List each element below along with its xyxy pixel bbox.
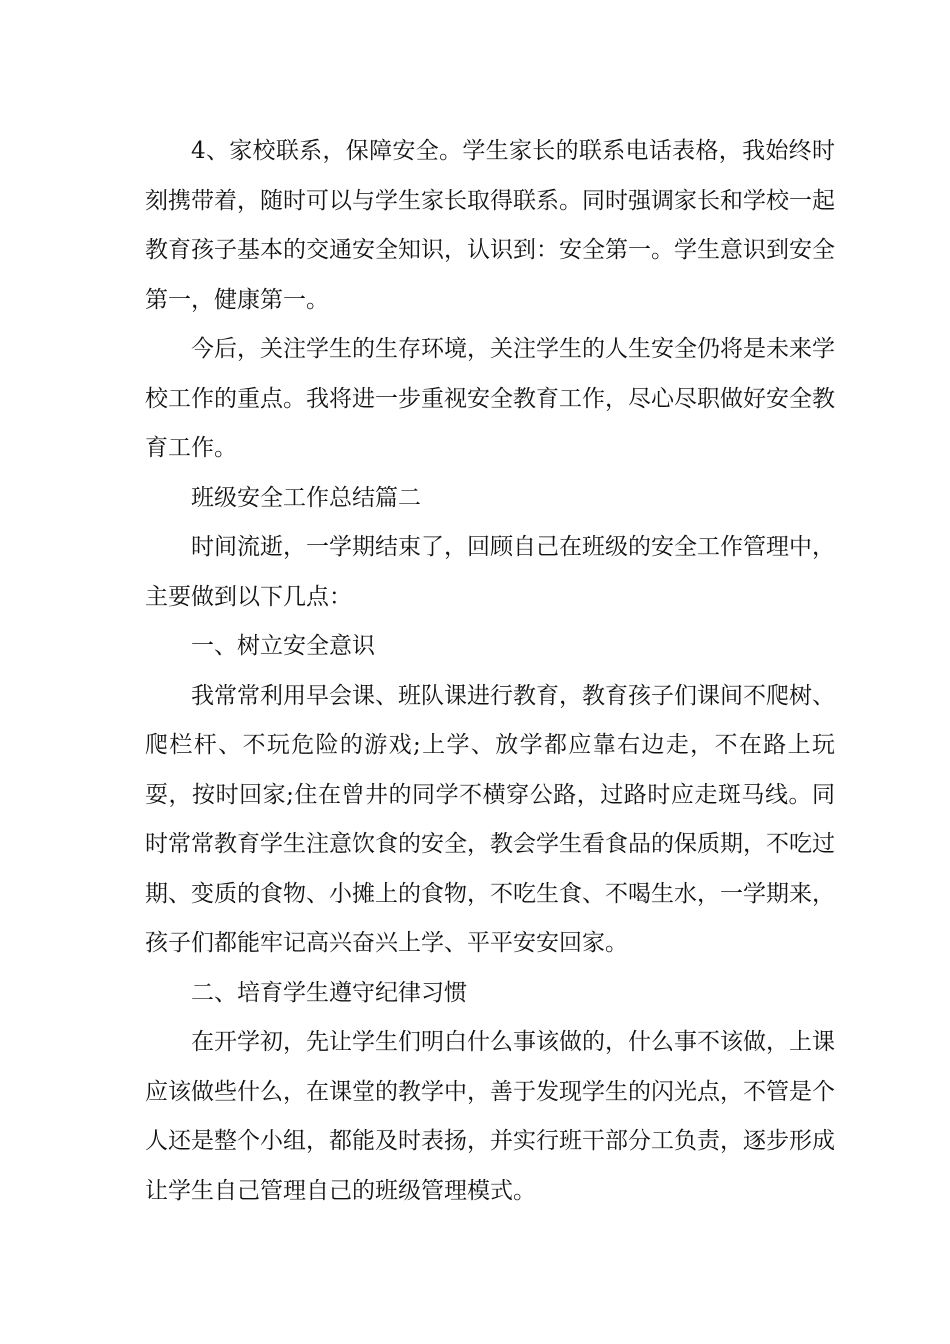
section-heading-part-two: 班级安全工作总结篇二 [191, 484, 421, 511]
paragraph-class-management: 在开学初，先让学生们明白什么事该做的，什么事不该做，上课应该做些什么，在课堂的教学中，善于发现学生的闪光点，不管是个人还是整个小组，都能及时表扬，并实行班干部分工负责，逐步形成让学生自己管理自己的班级管理模式。 [145, 1029, 835, 1204]
heading-safety-awareness: 一、树立安全意识 [191, 633, 375, 659]
paragraph-family-school-contact: 4、家校联系，保障安全。学生家长的联系电话表格，我始终时刻携带着，随时可以与学生家长取得联系。同时强调家长和学校一起教育孩子基本的交通安全知识，认识到：安全第一。学生意识到安全第一，健康第一。 [145, 138, 835, 313]
document-body [145, 127, 835, 1216]
heading-discipline-habits: 二、培育学生遵守纪律习惯 [191, 979, 467, 1006]
paragraph-future-focus: 今后，关注学生的生存环境，关注学生的人生安全仍将是未来学校工作的重点。我将进一步重视安全教育工作，尽心尽职做好安全教育工作。 [145, 336, 835, 461]
paragraph-safety-education: 我常常利用早会课、班队课进行教育，教育孩子们课间不爬树、爬栏杆、不玩危险的游戏;上学、放学都应靠右边走，不在路上玩耍，按时回家;住在曾井的同学不横穿公路，过路时应走斑马线。同时常常教育学生注意饮食的安全，教会学生看食品的保质期，不吃过期、变质的食物、小摊上的食物，不吃生食、不喝生水，一学期来，孩子们都能牢记高兴奋兴上学、平平安安回家。 [145, 682, 835, 956]
paragraph-semester-intro: 时间流逝，一学期结束了，回顾自己在班级的安全工作管理中，主要做到以下几点： [145, 534, 835, 610]
